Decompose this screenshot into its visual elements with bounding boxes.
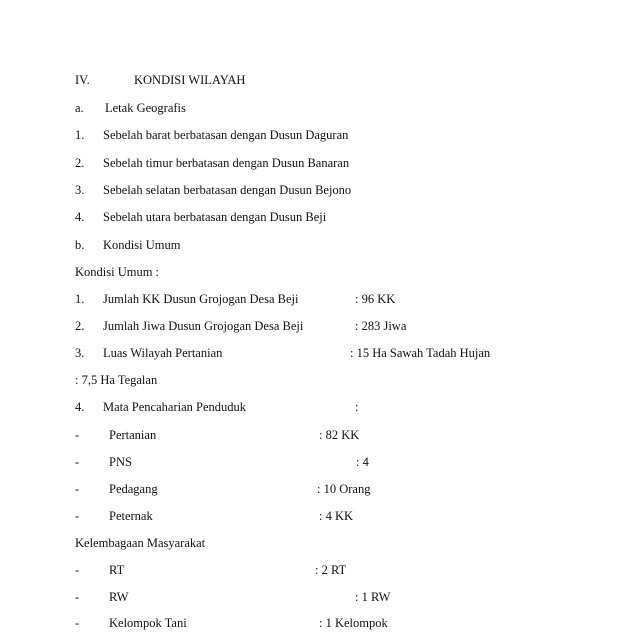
list-item [0,181,638,199]
institution-row [0,614,638,632]
section-title: KONDISI WILAYAH [134,73,246,87]
institution-row [0,588,638,606]
dash-bullet: - [75,590,80,604]
section-heading [0,71,638,89]
list-item [0,126,638,144]
list-value: : 15 Ha Sawah Tadah Hujan [350,346,491,360]
list-text: Luas Wilayah Pertanian [103,346,223,360]
dash-bullet: - [75,563,80,577]
occupation-row [0,480,638,498]
continuation-line [0,371,638,389]
list-value: : [355,400,359,414]
list-text: Jumlah KK Dusun Grojogan Desa Beji [103,292,299,306]
row-label: Pertanian [109,428,157,442]
subsection-title: Letak Geografis [105,101,186,115]
row-label: RW [109,590,129,604]
kelembagaan-label [0,534,638,552]
list-value: : 283 Jiwa [355,319,407,333]
dash-bullet: - [75,428,80,442]
list-text: Sebelah selatan berbatasan dengan Dusun Bejono [103,183,352,197]
subsection-letter: a. [75,101,84,115]
list-number: 4. [75,210,85,224]
list-item [0,317,638,335]
list-text: Jumlah Jiwa Dusun Grojogan Desa Beji [103,319,304,333]
dash-bullet: - [75,482,80,496]
subsection-title: Kondisi Umum [103,238,181,252]
dash-bullet: - [75,616,80,630]
row-label: PNS [109,455,132,469]
occupation-row [0,453,638,471]
occupation-row [0,507,638,525]
list-number: 1. [75,128,85,142]
list-text: Sebelah utara berbatasan dengan Dusun Beji [103,210,327,224]
row-value: : 10 Orang [317,482,371,496]
row-value: : 4 KK [319,509,354,523]
list-number: 1. [75,292,85,306]
list-item [0,290,638,308]
row-value: : 2 RT [315,563,347,577]
dash-bullet: - [75,509,80,523]
list-number: 2. [75,156,85,170]
list-item [0,208,638,226]
list-item [0,398,638,416]
row-value: : 4 [356,455,369,469]
list-text: Sebelah barat berbatasan dengan Dusun Daguran [103,128,349,142]
list-number: 3. [75,183,85,197]
row-label: Peternak [109,509,153,523]
subsection-b [0,236,638,254]
paragraph-text: : 7,5 Ha Tegalan [75,373,158,387]
subsection-letter: b. [75,238,85,252]
dash-bullet: - [75,455,80,469]
list-text: Sebelah timur berbatasan dengan Dusun Banaran [103,156,350,170]
list-number: 3. [75,346,85,360]
row-value: : 82 KK [319,428,360,442]
list-number: 4. [75,400,85,414]
list-item [0,344,638,362]
row-label: Kelompok Tani [109,616,187,630]
occupation-row [0,426,638,444]
list-number: 2. [75,319,85,333]
list-text: Mata Pencaharian Penduduk [103,400,247,414]
list-value: : 96 KK [355,292,396,306]
list-item [0,154,638,172]
section-number: IV. [75,73,90,87]
row-label: Pedagang [109,482,158,496]
paragraph-text: Kondisi Umum : [75,265,160,279]
kondisi-umum-label [0,263,638,281]
row-value: : 1 RW [355,590,391,604]
row-value: : 1 Kelompok [319,616,388,630]
subsection-a [0,99,638,117]
row-label: RT [109,563,125,577]
paragraph-text: Kelembagaan Masyarakat [75,536,206,550]
institution-row [0,561,638,579]
